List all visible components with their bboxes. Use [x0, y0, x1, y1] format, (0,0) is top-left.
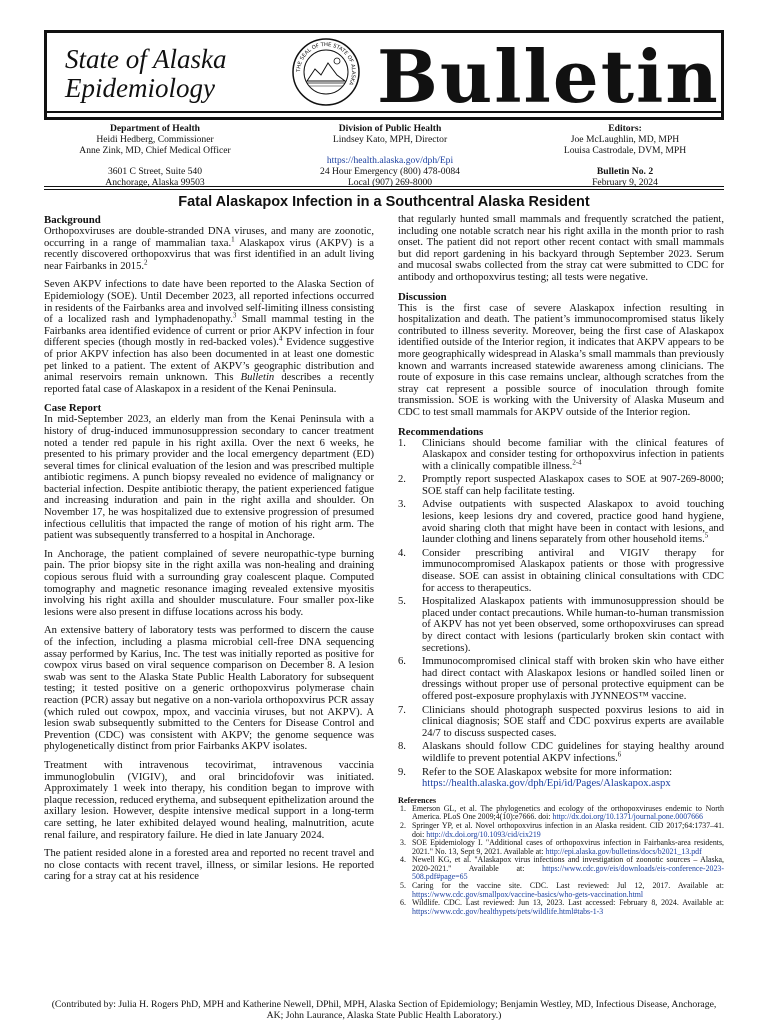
editors-block	[540, 123, 710, 188]
address-line-2: Anchorage, Alaska 99503	[105, 177, 205, 188]
case-report-paragraph-1: In mid-September 2023, an elderly man from the Kenai Peninsula with a history of drug-induced immunosuppression secondary to cancer treatment noted a tender red papule in his right axilla. Over the next 6 weeks, he presented to his primary provider and the local emergency department (ED) several times for clinical evaluation of the lesion and was prescribed multiple antibiotic regimens. A punch biopsy revealed no evidence of malignancy or bacterial infection. Despite antibiotic therapy, the patient experienced fatigue and increasing induration and pain in the right axilla and shoulder. On November 17, he was hospitalized due to extensive progression of presumed infectious cellulitis that impacted the range of motion of his right arm. The patient was subsequently transferred to a hospital in Anchorage.	[44, 414, 374, 542]
reference-number: 5.	[400, 881, 406, 891]
recommendation-text: Clinicians should become familiar with the clinical features of Alaskapox and consider testing for orthopoxvirus infection in patients with a clinically compatible illness.	[422, 437, 724, 472]
reference-text: Wildlife. CDC. Last reviewed: Jun 13, 2023. Last accessed: February 8, 2024. Available at:	[412, 898, 724, 908]
reference-number: 1.	[400, 803, 406, 813]
case-report-paragraph-2: In Anchorage, the patient complained of severe neuropathic-type burning pain. The prior biopsy site in the right axilla was non-healing and draining copious serous fluid with a surrounding gray coalescent plaque. Computed tomography and magnetic resonance imaging revealed extensive myositis involving his right axilla and shoulder musculature. Four smaller pox-like lesions were also present in diffuse locations across his body.	[44, 548, 374, 618]
division-heading: Division of Public Health	[338, 123, 442, 134]
emergency-phone: 24 Hour Emergency (800) 478-0084	[320, 166, 460, 177]
citation: 6	[617, 750, 622, 759]
references-heading: References	[398, 795, 437, 805]
citation: 2-4	[572, 458, 582, 467]
reference-item	[398, 822, 724, 839]
header-rule-top	[44, 186, 724, 187]
reference-item	[398, 899, 724, 916]
epi-website-link[interactable]: https://health.alaska.gov/dph/Epi	[326, 155, 454, 166]
recommendation-number: 1.	[398, 437, 406, 449]
case-report-heading: Case Report	[44, 402, 102, 415]
article-title: Fatal Alaskapox Infection in a Southcentral Alaska Resident	[178, 194, 590, 210]
state-seal-icon	[291, 37, 361, 107]
masthead	[44, 30, 724, 120]
recommendation-number: 2.	[398, 474, 406, 486]
contributors-note: (Contributed by: Julia H. Rogers PhD, MPH and Katherine Newell, DPhil, MPH, Alaska Section of Epidemiology; Benjamin Westley, MD, Infectious Disease, Anchorage, AK; John Laurance, Alaska State Public Health Laboratory.)	[51, 999, 717, 1021]
recommendation-text: Immunocompromised clinical staff with broken skin who have either had direct contact with Alaskapox lesions or handled soiled linen or dressings without proper use of personal protective equipment can be offered post-exposure prophylaxis with JYNNEOS™ vaccine.	[422, 656, 724, 702]
recommendation-item	[398, 705, 724, 740]
recommendations-list	[398, 438, 724, 790]
case-report-paragraph-5: The patient resided alone in a forested area and reported no recent travel and no close contacts with recent travel, illness, or similar lesions. He reported caring for a stray cat at his residence	[44, 848, 374, 883]
reference-item	[398, 882, 724, 899]
recommendation-number: 8.	[398, 741, 406, 753]
seal-text: THE SEAL OF THE STATE OF ALASKA	[295, 41, 357, 86]
case-report-paragraph-3: An extensive battery of laboratory tests was performed to discern the cause of the infection, including a plasma microbial cell-free DNA sequencing assay performed by Karius, Inc. The test was initially reported as positive for cowpox virus based on viral sequence comparison on December 8. A lesion swab was sent to the Alaska State Public Health Laboratory for subsequent testing; it tested positive on a generic orthopoxvirus polymerase chain reaction (PCR) assay but negative on a non-variola orthopoxvirus PCR assay (which ruled out cowpox, mpox, and vaccinia viruses, but not AKPV). A lesion swab subsequently submitted to the Centers for Disease Control and Prevention (CDC) was consistent with AKPV; the genome sequence was phylogenetically distinct from prior Fairbanks AKPV isolates.	[44, 625, 374, 753]
commissioner: Heidi Hedberg, Commissioner	[96, 134, 214, 145]
dept-health-block	[60, 123, 250, 188]
reference-text: Newell KG, et al. "Alaskapox virus infections and investigation of zoonotic sources – Alaska, 2020-2021." Available at:	[412, 855, 724, 873]
reference-link[interactable]: http://dx.doi.org/10.1371/journal.pone.0007666	[552, 812, 703, 822]
recommendation-item	[398, 656, 724, 702]
background-paragraph-2: Seven AKPV infections to date have been reported to the Alaska Section of Epidemiology (SOE). Until December 2023, all reported infections occurred in residents of the Fairbanks area and involved self-limiting illness consisting of a localized rash and lymphadenopathy.$^3$ Small mammal testing in the Fairbanks area identified evidence of current or prior AKPV infection in four different species (though mostly in red-backed voles).$^4$ Evidence suggestive of prior AKPV infection has also been documented in at least one domestic pet linked to a patient. The extent of AKPV’s geographic distribution and animal reservoirs remain unknown. This Bulletin describes a recently reported fatal case of Alaskapox in a resident of the Kenai Peninsula.	[44, 279, 374, 395]
reference-item	[398, 805, 724, 822]
bulletin-date: February 9, 2024	[592, 177, 658, 188]
recommendation-item	[398, 767, 724, 790]
editors-heading: Editors:	[608, 123, 642, 134]
division-block	[290, 123, 490, 188]
case-report-paragraph-4: Treatment with intravenous tecovirimat, intravenous vaccinia immunoglobulin (VIGIV), and oral brincidofovir was initiated. Approximately 1 week into therapy, his condition began to improve with plaque recession, reduced erythema, and subsequent epithelization around the axillary lesion. However, despite intensive medical support in a long-term care setting, he later exhibited delayed wound healing, malnutrition, acute renal failure, and respiratory failure. He died in late January 2024.	[44, 759, 374, 841]
recommendation-text: Refer to the SOE Alaskapox website for more information:	[422, 766, 673, 778]
chief-medical-officer: Anne Zink, MD, Chief Medical Officer	[79, 145, 231, 156]
reference-number: 3.	[400, 838, 406, 848]
recommendation-number: 4.	[398, 547, 406, 559]
recommendations-heading: Recommendations	[398, 425, 484, 438]
recommendation-number: 5.	[398, 596, 406, 608]
recommendation-text: Consider prescribing antiviral and VIGIV therapy for immunocompromised Alaskapox patients or those with progressive disease. SOE can assist in obtaining clinical consultations with CDC for access to therapeutics.	[422, 547, 724, 594]
case-report-paragraph-5-continued: that regularly hunted small mammals and frequently scratched the patient, including one notable scratch near his right axilla in the month prior to rash onset. The patient did not report other recent contact with small mammals but did report gardening in his backyard through September 2023. Serum and mucosal swabs collected from the stray cat were submitted to CDC for antibody and orthopoxvirus testing; all tests were negative.	[398, 214, 724, 283]
reference-number: 4.	[400, 855, 406, 865]
recommendation-text: Promptly report suspected Alaskapox cases to SOE at 907-269-8000; SOE staff can help facilitate testing.	[422, 474, 724, 497]
recommendation-text: Hospitalized Alaskapox patients with immunosuppression should be placed under contact precautions. While human-to-human transmission of AKPV has not yet been observed, some orthopoxviruses can spread by direct contact with lesions (particularly broken skin contact with secretions).	[422, 596, 724, 654]
background-heading: Background	[44, 214, 101, 226]
reference-number: 6.	[400, 898, 406, 908]
recommendation-number: 7.	[398, 704, 406, 716]
recommendation-text: Clinicians should photograph suspected poxvirus lesions to aid in clinical diagnosis; SOE staff and CDC poxvirus experts are available 24/7 to discuss suspected cases.	[422, 704, 724, 739]
reference-link[interactable]: https://www.cdc.gov/eis/downloads/eis-conference-2023-508.pdf#page=65	[412, 863, 724, 882]
background-paragraph-1: Orthopoxviruses are double-stranded DNA viruses, and many are zoonotic, occurring in a range of mammalian taxa.$^1$ Alaskapox virus (AKPV) is a recently discovered orthopoxvirus that was first identified in an adult living near Fairbanks in 2015.$^2$	[44, 226, 375, 272]
local-phone: Local (907) 269-8000	[347, 177, 433, 188]
alaskapox-website-link[interactable]: https://health.alaska.gov/dph/Epi/id/Pages/Alaskapox.aspx	[422, 778, 671, 790]
reference-number: 2.	[400, 820, 406, 830]
dept-health-heading: Department of Health	[109, 123, 201, 134]
citation: 5	[704, 531, 709, 540]
publisher-line-1: State of Alaska	[65, 44, 227, 74]
recommendation-item	[398, 548, 724, 594]
publisher-name	[65, 45, 227, 103]
recommendation-item	[398, 499, 724, 545]
reference-link[interactable]: http://epi.alaska.gov/bulletins/docs/b2021_13.pdf	[545, 846, 702, 856]
address-line-1: 3601 C Street, Suite 540	[107, 166, 203, 177]
left-column	[44, 214, 374, 890]
recommendation-item	[398, 438, 724, 473]
recommendation-number: 9.	[398, 766, 406, 778]
recommendation-item	[398, 474, 724, 497]
recommendation-text: Advise outpatients with suspected Alaskapox to avoid touching lesions, keep lesions dry and covered, practice good hand hygiene, avoid sharing cloth that might have been in contact with lesions, and launder clothing and linens separately from other household items.	[422, 499, 724, 546]
recommendation-text: Alaskans should follow CDC guidelines for staying healthy around wildlife to prevent potential AKPV infections.	[422, 741, 724, 764]
recommendation-number: 3.	[398, 499, 406, 511]
recommendation-item	[398, 596, 724, 654]
reference-item	[398, 856, 724, 882]
masthead-title: Bulletin	[377, 34, 720, 119]
reference-text: Caring for the vaccine site. CDC. Last reviewed: Jul 12, 2017. Available at:	[412, 881, 724, 891]
editor-2: Louisa Castrodale, DVM, MPH	[563, 145, 687, 156]
reference-item	[398, 839, 724, 856]
discussion-paragraph: This is the first case of severe Alaskapox infection resulting in hospitalization and death. The patient’s immunocompromised status likely contributed to illness severity. Moreover, being the first case of Alaskapox identified outside of the Interior region, it indicates that AKPV appears to be more geographically widespread in Alaska’s small mammals than previously known and warrants increased statewide awareness among clinicians. The route of exposure in this case remains unclear, although scratches from the stray cat represent a possible source of inoculation through fomite transmission. SOE is working with the University of Alaska Museum and CDC to test small mammals for AKPV outside of the Interior region.	[398, 302, 724, 418]
publisher-line-2: Epidemiology	[65, 73, 215, 103]
reference-text: SOE Epidemiology I. "Additional cases of orthopoxvirus infection in Fairbanks-area residents, 2021." No. 13, Sept 9, 2021. Available at:	[412, 838, 724, 856]
reference-text: Emerson GL, et al. The phylogenetics and ecology of the orthopoxviruses endemic to North America. PLoS One 2009;4(10):e7666. doi:	[412, 803, 724, 822]
discussion-heading: Discussion	[398, 290, 447, 303]
recommendation-item	[398, 741, 724, 764]
references-list	[398, 805, 724, 917]
header-rule-bottom	[44, 189, 724, 190]
reference-link[interactable]: https://www.cdc.gov/healthypets/pets/wildlife.html#tabs-1-3	[412, 906, 604, 916]
right-column	[398, 214, 724, 916]
editor-1: Joe McLaughlin, MD, MPH	[570, 134, 680, 145]
reference-link[interactable]: https://www.cdc.gov/smallpox/vaccine-basics/who-gets-vaccination.html	[412, 889, 644, 899]
division-director: Lindsey Kato, MPH, Director	[332, 134, 448, 145]
reference-link[interactable]: http://dx.doi.org/10.1093/cid/cix219	[426, 829, 541, 839]
reference-text: Springer YP, et al. Novel orthopoxvirus infection in an Alaska resident. CID 2017;64:1737–41. doi:	[412, 820, 724, 839]
recommendation-number: 6.	[398, 656, 406, 668]
bulletin-number: Bulletin No. 2	[596, 166, 654, 177]
